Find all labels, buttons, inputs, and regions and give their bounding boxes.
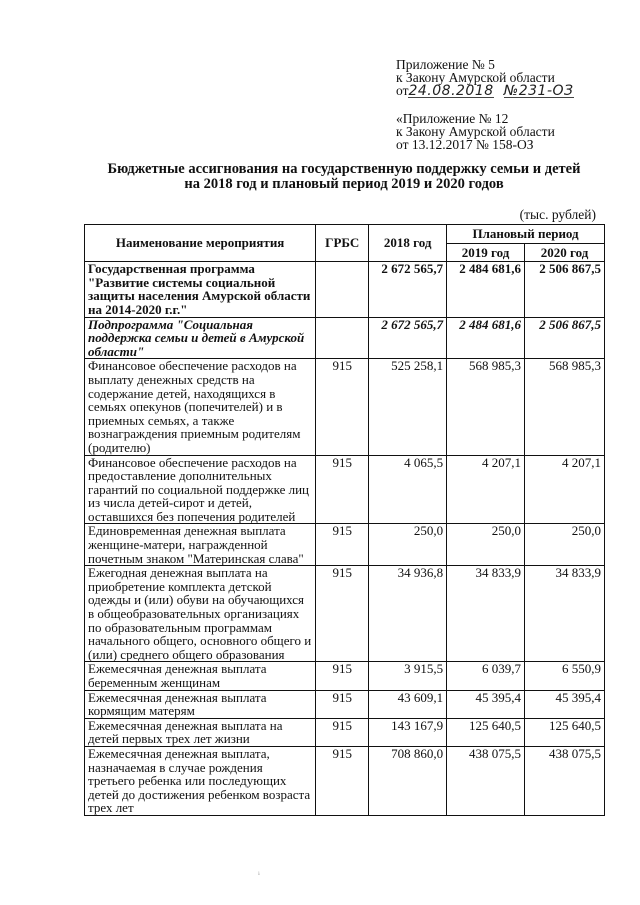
row-2019: 45 395,4 bbox=[447, 690, 525, 718]
row-2018: 2 672 565,7 bbox=[369, 317, 447, 359]
attachment-block bbox=[396, 58, 574, 98]
row-grbs bbox=[316, 262, 369, 317]
row-2020: 438 075,5 bbox=[525, 746, 605, 815]
row-name: Финансовое обеспечение расходов на выплату денежных средств на содержание детей, находящихся в семьях опекунов (попечителей) и в приемных семьях, а также вознаграждения приемным родителям (родителю) bbox=[85, 359, 316, 455]
header-grbs: ГРБС bbox=[316, 225, 369, 262]
row-name: Финансовое обеспечение расходов на предоставление дополнительных гарантий по социальной поддержке лиц из числа детей-сирот и детей, оставшихся без попечения родителей bbox=[85, 455, 316, 524]
row-2020: 2 506 867,5 bbox=[525, 317, 605, 359]
handwritten-number: №231-ОЗ bbox=[503, 83, 574, 99]
attachment-law: к Закону Амурской области bbox=[396, 70, 555, 85]
row-grbs: 915 bbox=[316, 718, 369, 746]
row-grbs: 915 bbox=[316, 455, 369, 524]
row-2020: 250,0 bbox=[525, 524, 605, 566]
row-2018: 2 672 565,7 bbox=[369, 262, 447, 317]
previous-attachment-block bbox=[396, 112, 555, 151]
units-label: (тыс. рублей) bbox=[519, 207, 596, 222]
row-name: Ежемесячная денежная выплата на детей первых трех лет жизни bbox=[85, 718, 316, 746]
table-row bbox=[85, 262, 605, 317]
row-2019: 2 484 681,6 bbox=[447, 262, 525, 317]
row-grbs: 915 bbox=[316, 359, 369, 455]
row-name: Ежемесячная денежная выплата беременным женщинам bbox=[85, 662, 316, 690]
budget-table bbox=[84, 224, 605, 816]
row-2020: 2 506 867,5 bbox=[525, 262, 605, 317]
previous-attachment-date: от 13.12.2017 № 158-ОЗ bbox=[396, 137, 534, 152]
header-planned-period: Плановый период bbox=[447, 225, 605, 244]
row-2018: 3 915,5 bbox=[369, 662, 447, 690]
row-2019: 125 640,5 bbox=[447, 718, 525, 746]
row-2020: 34 833,9 bbox=[525, 566, 605, 662]
row-grbs: 915 bbox=[316, 524, 369, 566]
header-2020: 2020 год bbox=[525, 243, 605, 262]
row-grbs: 915 bbox=[316, 566, 369, 662]
attachment-title: Приложение № 5 bbox=[396, 57, 495, 72]
row-2018: 525 258,1 bbox=[369, 359, 447, 455]
row-2019: 2 484 681,6 bbox=[447, 317, 525, 359]
document-title-line1: Бюджетные ассигнования на государственную поддержку семьи и детей bbox=[107, 161, 581, 177]
row-2018: 34 936,8 bbox=[369, 566, 447, 662]
previous-attachment-title: «Приложение № 12 bbox=[396, 111, 509, 126]
row-name: Государственная программа "Развитие системы социальной защиты населения Амурской области на 2014-2020 г.г." bbox=[85, 262, 316, 317]
row-2020: 4 207,1 bbox=[525, 455, 605, 524]
row-name: Единовременная денежная выплата женщине-матери, награжденной почетным знаком "Материнская слава" bbox=[85, 524, 316, 566]
previous-attachment-law: к Закону Амурской области bbox=[396, 124, 555, 139]
row-2020: 125 640,5 bbox=[525, 718, 605, 746]
row-2018: 4 065,5 bbox=[369, 455, 447, 524]
header-2019: 2019 год bbox=[447, 243, 525, 262]
table-row bbox=[85, 524, 605, 566]
row-2019: 568 985,3 bbox=[447, 359, 525, 455]
row-grbs: 915 bbox=[316, 690, 369, 718]
row-2019: 438 075,5 bbox=[447, 746, 525, 815]
row-name: Ежемесячная денежная выплата кормящим матерям bbox=[85, 690, 316, 718]
row-grbs: 915 bbox=[316, 662, 369, 690]
attachment-date-prefix: от bbox=[396, 83, 409, 98]
row-2018: 250,0 bbox=[369, 524, 447, 566]
handwritten-date: 24.08.2018 bbox=[408, 83, 494, 99]
table-row bbox=[85, 690, 605, 718]
table-row bbox=[85, 566, 605, 662]
table-row bbox=[85, 662, 605, 690]
row-2018: 43 609,1 bbox=[369, 690, 447, 718]
row-grbs: 915 bbox=[316, 746, 369, 815]
row-2019: 250,0 bbox=[447, 524, 525, 566]
table-row bbox=[85, 746, 605, 815]
header-name: Наименование мероприятия bbox=[85, 225, 316, 262]
scan-mark: ⁱ bbox=[258, 870, 260, 880]
header-2018: 2018 год bbox=[369, 225, 447, 262]
row-2018: 143 167,9 bbox=[369, 718, 447, 746]
document-title-line2: на 2018 год и плановый период 2019 и 2020 годов bbox=[184, 176, 504, 192]
row-2020: 6 550,9 bbox=[525, 662, 605, 690]
table-row bbox=[85, 359, 605, 455]
row-2019: 6 039,7 bbox=[447, 662, 525, 690]
attachment-date-line bbox=[396, 84, 574, 98]
table-row bbox=[85, 718, 605, 746]
document-title bbox=[84, 162, 604, 192]
row-name: Ежемесячная денежная выплата, назначаемая в случае рождения третьего ребенка или последующих детей до достижения ребенком возраста трех лет bbox=[85, 746, 316, 815]
row-name: Подпрограмма "Социальная поддержка семьи и детей в Амурской области" bbox=[85, 317, 316, 359]
row-2019: 4 207,1 bbox=[447, 455, 525, 524]
row-2019: 34 833,9 bbox=[447, 566, 525, 662]
row-2020: 568 985,3 bbox=[525, 359, 605, 455]
table-row bbox=[85, 317, 605, 359]
table-row bbox=[85, 455, 605, 524]
row-grbs bbox=[316, 317, 369, 359]
row-2018: 708 860,0 bbox=[369, 746, 447, 815]
row-name: Ежегодная денежная выплата на приобретение комплекта детской одежды и (или) обуви на обучающихся в общеобразовательных организациях по образовательным программам начального общего, основного общего и (или) среднего общего образования bbox=[85, 566, 316, 662]
row-2020: 45 395,4 bbox=[525, 690, 605, 718]
